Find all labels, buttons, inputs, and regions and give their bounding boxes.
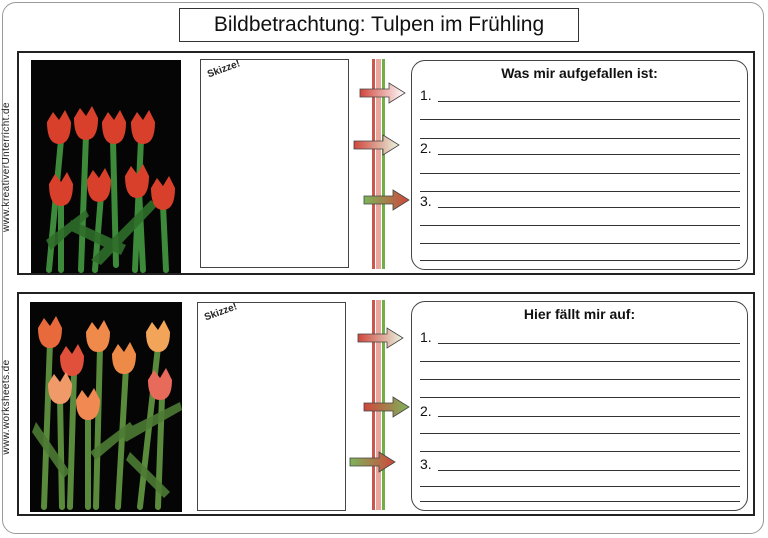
arrow-icon [353,134,401,156]
worksheet-panel-1 [17,51,755,275]
arrow-icon [363,396,411,418]
item-number-1: 1. [420,329,432,345]
arrow-icon [349,451,397,473]
answer-line[interactable] [420,397,740,398]
answer-line[interactable] [420,451,740,452]
sketch-label-1: Skizze! [206,58,242,81]
tulip-picture-1 [31,60,181,273]
answer-line[interactable] [420,173,740,174]
sketch-area-1[interactable] [200,59,349,268]
answer-line[interactable] [420,225,740,226]
answer-line[interactable] [420,379,740,380]
item-number-3: 3. [420,456,432,472]
notes-title-1: Was mir aufgefallen ist: [501,65,658,81]
answer-line[interactable] [438,416,740,417]
answer-line[interactable] [420,433,740,434]
notes-box-2 [411,301,748,511]
watermark-top: www.kreativerUnterricht.de [1,102,12,232]
answer-line[interactable] [420,260,740,261]
arrow-icon [359,82,407,104]
notes-box-1 [411,60,748,270]
arrow-icon [357,327,405,349]
page-title-text: Bildbetrachtung: Tulpen im Frühling [213,13,545,36]
item-number-2: 2. [420,140,432,156]
answer-line[interactable] [420,361,740,362]
worksheet-panel-2 [17,292,755,516]
answer-line[interactable] [420,486,740,487]
answer-line[interactable] [420,191,740,192]
item-number-1: 1. [420,87,432,103]
item-number-3: 3. [420,193,432,209]
watermark-bottom: www.worksheets.de [1,359,12,455]
answer-line[interactable] [438,207,740,208]
answer-line[interactable] [420,138,740,139]
answer-line[interactable] [438,101,740,102]
answer-line[interactable] [420,501,740,502]
sketch-area-2[interactable] [197,302,346,511]
page-title [179,8,579,42]
answer-line[interactable] [438,470,740,471]
arrow-icon [363,189,411,211]
sketch-label-2: Skizze! [203,301,239,324]
notes-title-2: Hier fällt mir auf: [523,306,636,322]
item-number-2: 2. [420,403,432,419]
answer-line[interactable] [438,154,740,155]
answer-line[interactable] [420,119,740,120]
answer-line[interactable] [438,343,740,344]
answer-line[interactable] [420,243,740,244]
tulip-picture-2 [30,302,182,512]
